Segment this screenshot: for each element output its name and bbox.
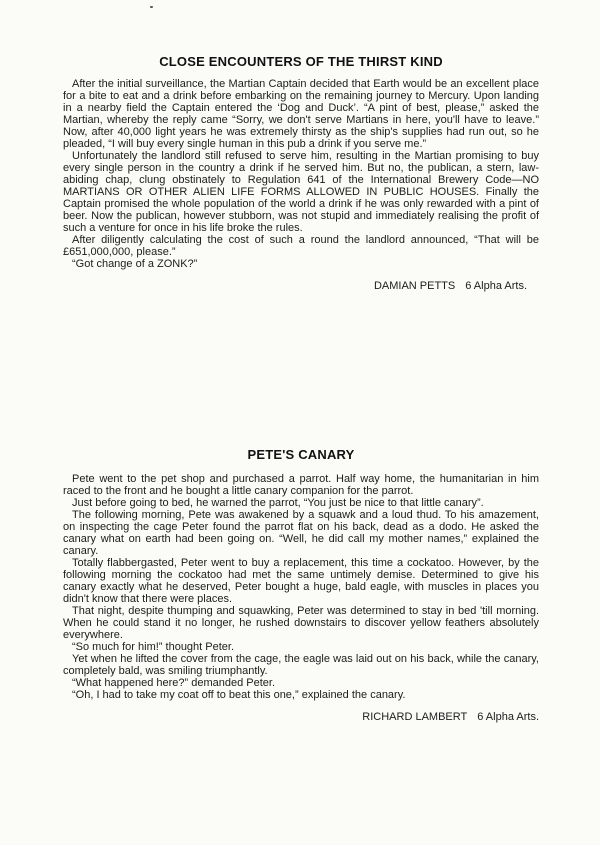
story-paragraph: “So much for him!” thought Peter. — [72, 641, 235, 653]
story-paragraph: Pete went to the pet shop and purchased a parrot. Half way home, the humanitarian in him raced to the front and he bought a little canary companion for the parrot. — [63, 473, 539, 497]
story-title: CLOSE ENCOUNTERS OF THE THIRST KIND — [159, 54, 443, 69]
story-paragraph: After diligently calculating the cost of such a round the landlord announced, “That will be £651,000,000, please.” — [63, 234, 539, 258]
story-paragraph: That night, despite thumping and squawking, Peter was determined to stay in bed 'till morning. When he could stand it no longer, he rushed downstairs to discover yellow feathers absolutely everywhere. — [63, 605, 539, 641]
author-class: 6 Alpha Arts. — [465, 280, 527, 292]
story-paragraph: The following morning, Pete was awakened by a squawk and a loud thud. To his amazement, on inspecting the cage Peter found the parrot flat on his back, dead as a dodo. He asked the canary what on earth had been going on. “Well, he did call my mother names,” explained the canary. — [63, 509, 539, 557]
author-name: DAMIAN PETTS — [373, 280, 456, 292]
story-title: PETE'S CANARY — [247, 447, 355, 462]
story-paragraph: “Oh, I had to take my coat off to beat this one,” explained the canary. — [72, 689, 406, 701]
story-paragraph: “What happened here?” demanded Peter. — [72, 677, 276, 689]
story-petes-canary — [63, 447, 539, 723]
author-name: RICHARD LAMBERT — [362, 711, 468, 723]
story-paragraph: Totally flabbergasted, Peter went to buy a replacement, this time a cockatoo. However, by the following morning the cockatoo had met the same untimely demise. Determined to give his canary exactly what he deserved, Peter bought a huge, bald eagle, with muscles in places you didn't know that there were places. — [63, 557, 539, 605]
story-paragraph: Just before going to bed, he warned the parrot, “You just be nice to that little canary”. — [72, 497, 484, 509]
author-byline — [63, 280, 539, 292]
author-class: 6 Alpha Arts. — [477, 711, 539, 723]
print-speck — [150, 6, 153, 8]
story-close-encounters — [63, 54, 539, 292]
story-paragraph: After the initial surveillance, the Martian Captain decided that Earth would be an excellent place for a bite to eat and a drink before embarking on the remaining journey to Mercury. Upon landing in a nearby field the Captain entered the ‘Dog and Duck’. “A pint of best, please,” asked the Martian, whereby the reply came “Sorry, we don't serve Martians in here, you'll have to leave.” Now, after 40,000 light years he was extremely thirsty as the ship's supplies had run out, so he pleaded, “I will buy every single human in this pub a drink if you serve me.” — [63, 78, 539, 150]
story-paragraph: Unfortunately the landlord still refused to serve him, resulting in the Martian promising to buy every single person in the country a drink if he served him. But no, the publican, a stern, law-abiding chap, clung obstinately to Regulation 641 of the International Brewery Code—NO MARTIANS OR OTHER ALIEN LIFE FORMS ALLOWED IN PUBLIC HOUSES. Finally the Captain promised the whole population of the world a drink if he was only rewarded with a pint of beer. Now the publican, however stubborn, was not stupid and immediately realising the profit of such a venture for once in his life broke the rules. — [63, 150, 539, 234]
story-paragraph: “Got change of a ZONK?” — [72, 258, 198, 270]
story-paragraph: Yet when he lifted the cover from the cage, the eagle was laid out on his back, while the canary, completely bald, was smiling triumphantly. — [63, 653, 539, 677]
author-byline — [63, 711, 539, 723]
